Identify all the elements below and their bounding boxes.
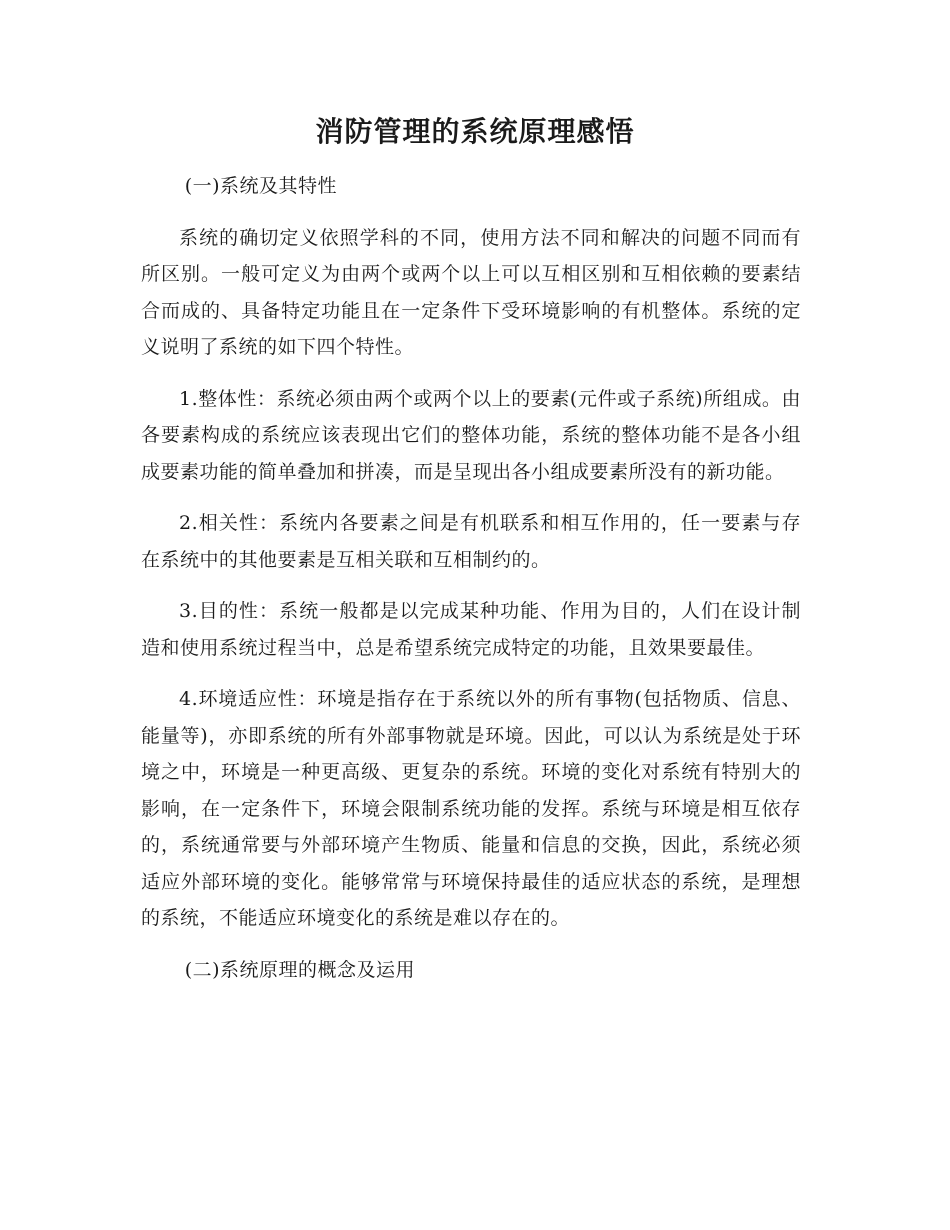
intro-paragraph: 系统的确切定义依照学科的不同，使用方法不同和解决的问题不同而有所区别。一般可定义为由两个或两个以上可以互相区别和互相依赖的要素结合而成的、具备特定功能且在一定条件下受环境影响的有机整体。系统的定义说明了系统的如下四个特性。 <box>141 226 801 358</box>
section-heading-1: (一)系统及其特性 <box>184 175 338 197</box>
document-title: 消防管理的系统原理感悟 <box>315 115 635 148</box>
list-item-purpose: 3.目的性：系统一般都是以完成某种功能、作用为目的，人们在设计制造和使用系统过程当中，总是希望系统完成特定的功能，且效果要最佳。 <box>141 600 801 659</box>
document-body <box>141 168 801 988</box>
list-item-correlation: 2.相关性：系统内各要素之间是有机联系和相互作用的，任一要素与存在系统中的其他要素是互相关联和互相制约的。 <box>141 512 801 571</box>
section-heading-2: (二)系统原理的概念及运用 <box>184 958 416 981</box>
list-item-environment: 4.环境适应性：环境是指存在于系统以外的所有事物(包括物质、信息、能量等)，亦即系统的所有外部事物就是环境。因此，可以认为系统是处于环境之中，环境是一种更高级、更复杂的系统。环境的变化对系统有特别大的影响，在一定条件下，环境会限制系统功能的发挥。系统与环境是相互依存的，系统通常要与外部环境产生物质、能量和信息的交换，因此，系统必须适应外部环境的变化。能够常常与环境保持最佳的适应状态的系统，是理想的系统，不能适应环境变化的系统是难以存在的。 <box>141 688 801 929</box>
list-item-integrity: 1.整体性：系统必须由两个或两个以上的要素(元件或子系统)所组成。由各要素构成的系统应该表现出它们的整体功能，系统的整体功能不是各小组成要素功能的简单叠加和拼凑，而是呈现出各小组成要素所没有的新功能。 <box>141 387 801 483</box>
